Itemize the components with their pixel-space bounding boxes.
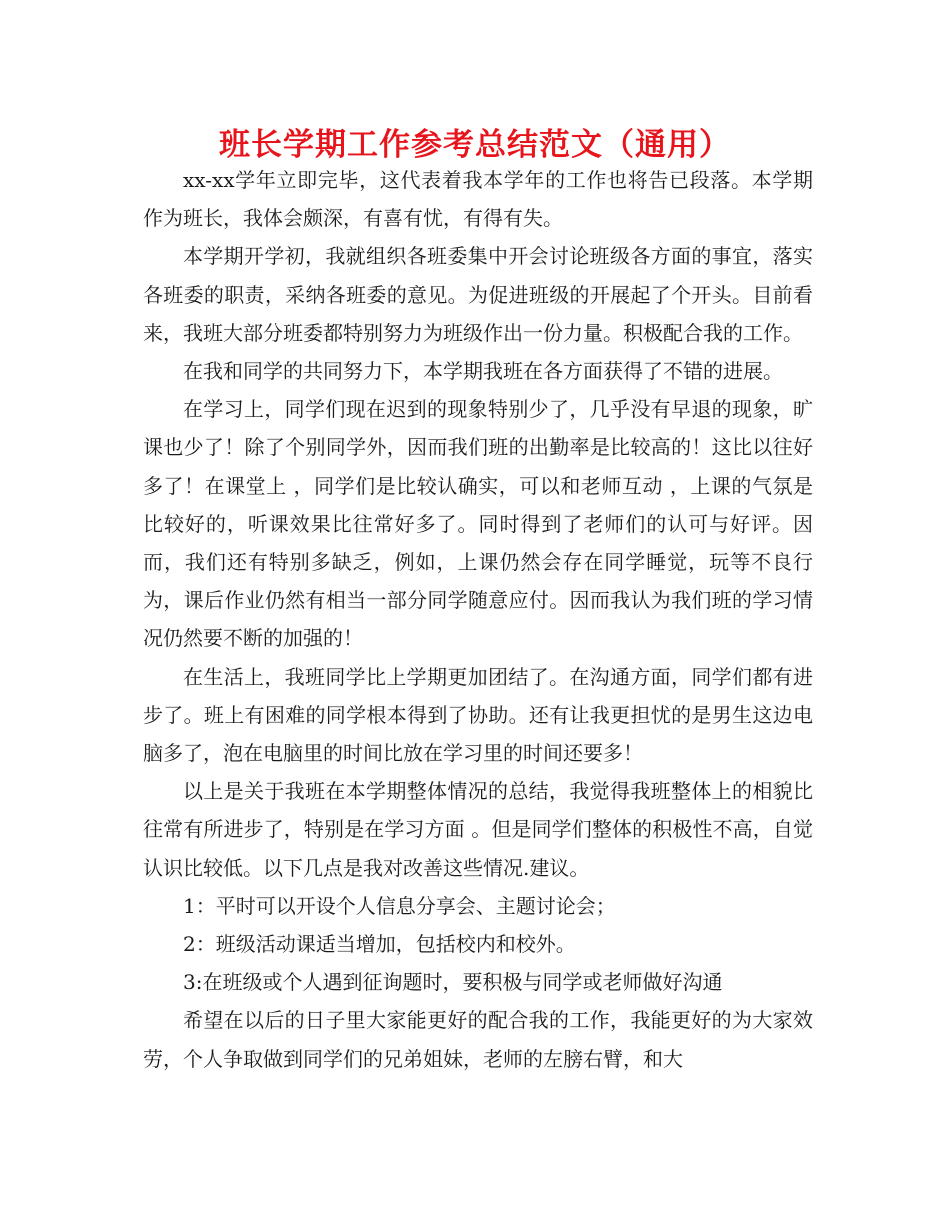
- list-item: 1：平时可以开设个人信息分享会、主题讨论会；: [183, 893, 616, 918]
- paragraph: 本学期开学初，我就组织各班委集中开会讨论班级各方面的事宜，落实各班委的职责，采纳各班委的意见。为促进班级的开展起了个开头。目前看来，我班大部分班委都特别努力为班级作出一份力量。积极配合我的工作。: [143, 244, 813, 345]
- list-item: 2：班级活动课适当增加，包括校内和校外。: [183, 932, 576, 957]
- paragraph: 在我和同学的共同努力下，本学期我班在各方面获得了不错的进展。: [183, 359, 783, 384]
- paragraph: 在生活上，我班同学比上学期更加团结了。在沟通方面，同学们都有进步了。班上有困难的同学根本得到了协助。还有让我更担忧的是男生这边电脑多了，泡在电脑里的时间比放在学习里的时间还要多！: [143, 664, 813, 766]
- document-body: [143, 161, 813, 1078]
- document-title: 班长学期工作参考总结范文（通用）: [219, 127, 731, 163]
- paragraph: 希望在以后的日子里大家能更好的配合我的工作，我能更好的为大家效劳，个人争取做到同学们的兄弟姐妹，老师的左膀右臂，和大: [143, 1008, 813, 1071]
- list-item: 3:在班级或个人遇到征询题时，要积极与同学或老师做好沟通: [183, 970, 723, 995]
- paragraph: 在学习上，同学们现在迟到的现象特别少了，几乎没有早退的现象，旷课也少了！除了个别同学外，因而我们班的出勤率是比较高的！这比以往好多了！在课堂上 ，同学们是比较认确实，可以和老师互动 ，上课的气氛是比较好的，听课效果比往常好多了。同时得到了老师们的认可与好评。因而，我们还有特别多缺乏，例如，上课仍然会存在同学睡觉，玩等不良行为，课后作业仍然有相当一部分同学随意应付。因而我认为我们班的学习情况仍然要不断的加强的！: [143, 397, 813, 651]
- paragraph: xx-xx学年立即完毕，这代表着我本学年的工作也将告已段落。本学期作为班长，我体会颇深，有喜有忧，有得有失。: [143, 168, 813, 231]
- paragraph: 以上是关于我班在本学期整体情况的总结，我觉得我班整体上的相貌比往常有所进步了，特别是在学习方面 。但是同学们整体的积极性不高，自觉认识比较低。以下几点是我对改善这些情况.建议。: [143, 779, 813, 880]
